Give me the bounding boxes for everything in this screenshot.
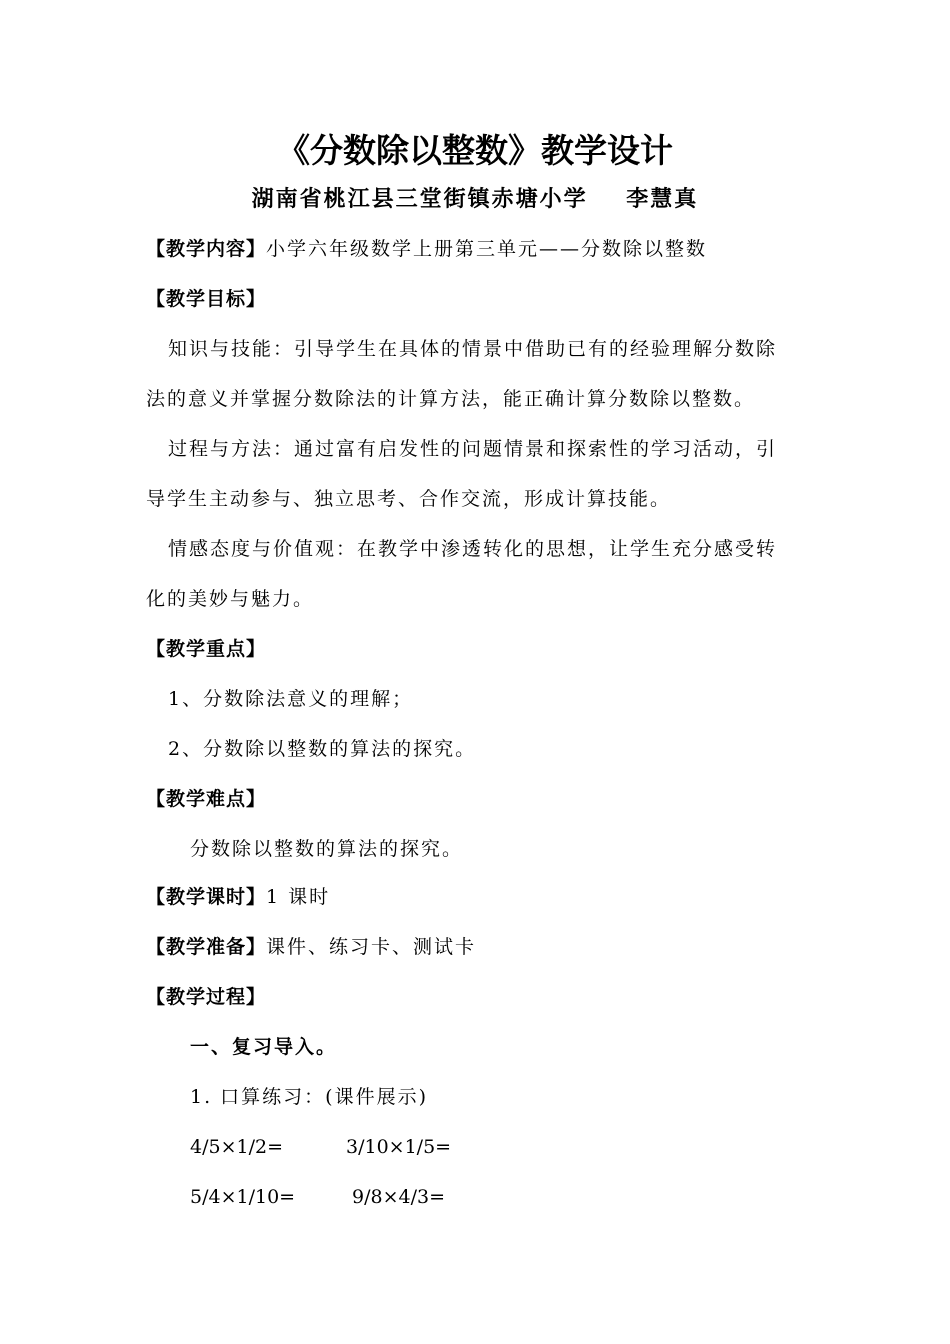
expression-3: 5/4×1/10=: [190, 1186, 296, 1208]
expression-1: 4/5×1/2=: [190, 1136, 283, 1158]
hours-label: 【教学课时】: [146, 886, 267, 908]
process-line-1: 过程与方法：通过富有启发性的问题情景和探索性的学习活动，引: [168, 438, 778, 460]
document-title: 《分数除以整数》教学设计: [277, 131, 673, 170]
hours-text: 1 课时: [266, 886, 331, 908]
author-line: 湖南省桃江县三堂街镇赤塘小学 李慧真: [251, 186, 699, 212]
hours-row: [146, 882, 330, 912]
expression-2: 3/10×1/5=: [346, 1136, 452, 1158]
objectives-label: 【教学目标】: [146, 288, 267, 310]
expression-4: 9/8×4/3=: [352, 1186, 445, 1208]
process-line-2: 导学生主动参与、独立思考、合作交流，形成计算技能。: [146, 488, 672, 510]
key-point-2: 2、分数除以整数的算法的探究。: [168, 738, 477, 760]
process-label: 【教学过程】: [146, 986, 267, 1008]
preparation-text: 课件、练习卡、测试卡: [266, 936, 477, 958]
content-label: 【教学内容】: [146, 238, 267, 260]
content-text: 小学六年级数学上册第三单元——分数除以整数: [266, 238, 708, 260]
section-1-title: 一、复习导入。: [190, 1036, 338, 1058]
difficulty-label: 【教学难点】: [146, 788, 267, 810]
key-points-label: 【教学重点】: [146, 638, 267, 660]
knowledge-line-1: 知识与技能：引导学生在具体的情景中借助已有的经验理解分数除: [168, 338, 778, 360]
key-point-1: 1、分数除法意义的理解；: [168, 688, 414, 710]
emotion-line-1: 情感态度与价值观：在教学中渗透转化的思想，让学生充分感受转: [168, 538, 778, 560]
preparation-row: [146, 932, 476, 962]
knowledge-line-2: 法的意义并掌握分数除法的计算方法，能正确计算分数除以整数。: [146, 388, 756, 410]
process-item-1: 1. 口算练习：(课件展示): [190, 1086, 428, 1108]
preparation-label: 【教学准备】: [146, 936, 267, 958]
emotion-line-2: 化的美妙与魅力。: [146, 588, 315, 610]
content-row: [146, 234, 707, 264]
difficulty-text: 分数除以整数的算法的探究。: [190, 838, 464, 860]
